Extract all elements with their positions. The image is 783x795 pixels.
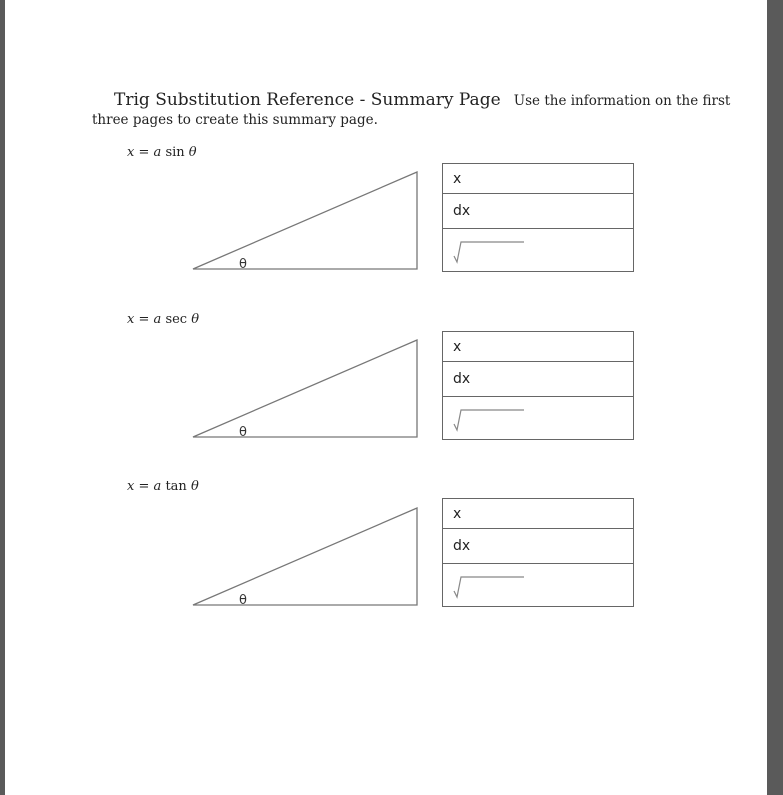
answer-box-sec [442,331,634,440]
box-row-radical [443,564,633,606]
angle-symbol: θ [191,312,200,327]
box-row-x [443,164,633,194]
coef-symbol: a [153,145,162,160]
triangle-shape [193,172,417,269]
box-row-dx [443,194,633,229]
trig-function: tan [165,479,187,494]
trig-function: sec [165,312,188,327]
radical-icon [451,407,525,433]
answer-box-sin [442,163,634,272]
var-symbol: x [127,479,135,494]
trig-function: sin [165,145,185,160]
triangle-shape [193,340,417,437]
row-x-label: x [453,170,462,187]
equals-symbol: = [138,312,150,327]
answer-box-tan [442,498,634,607]
triangle-diagram [185,505,420,607]
box-row-x [443,499,633,529]
box-row-x [443,332,633,362]
var-symbol: x [127,312,135,327]
equals-symbol: = [138,479,150,494]
box-row-dx [443,362,633,397]
right-triangle-sec [185,337,420,439]
substitution-label-sin [127,145,197,160]
triangle-angle-label: θ [239,593,247,607]
row-dx-label: dx [453,203,471,219]
instruction-text: Use the information on the first [513,93,731,109]
triangle-angle-label: θ [239,425,247,439]
triangle-angle-label: θ [239,257,247,271]
box-row-dx [443,529,633,564]
var-symbol: x [127,145,135,160]
instruction-text-continued: three pages to create this summary page. [92,112,378,128]
box-row-radical [443,397,633,439]
coef-symbol: a [153,312,162,327]
title-line [114,90,730,110]
triangle-diagram [185,169,420,271]
row-dx-label: dx [453,371,471,387]
page-title: Trig Substitution Reference - Summary Page [114,90,501,110]
right-triangle-tan [185,505,420,607]
triangle-shape [193,508,417,605]
viewer-gutter [767,0,783,795]
right-triangle-sin [185,169,420,271]
substitution-label-tan [127,479,199,494]
row-x-label: x [453,505,462,522]
document-page [5,0,767,795]
row-x-label: x [453,338,462,355]
substitution-label-sec [127,312,199,327]
row-dx-label: dx [453,538,471,554]
angle-symbol: θ [190,479,199,494]
radical-icon [451,239,525,265]
angle-symbol: θ [188,145,197,160]
box-row-radical [443,229,633,271]
coef-symbol: a [153,479,162,494]
equals-symbol: = [138,145,150,160]
triangle-diagram [185,337,420,439]
radical-icon [451,574,525,600]
